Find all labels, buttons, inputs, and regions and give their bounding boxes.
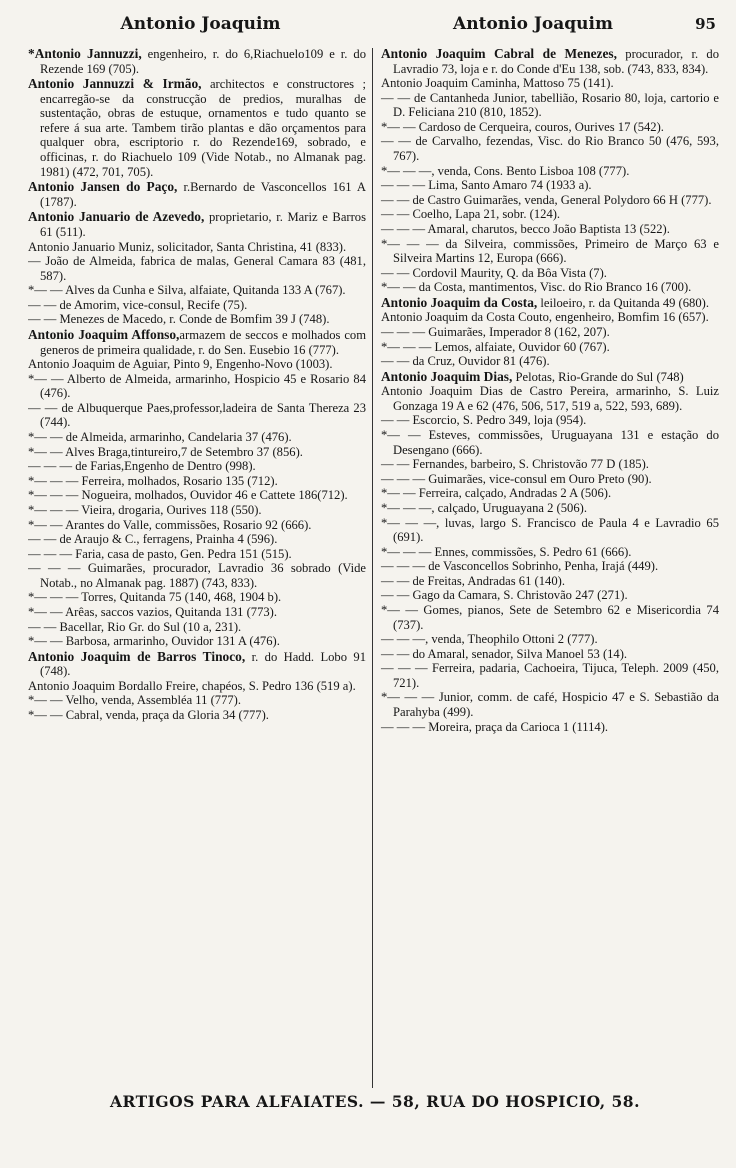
directory-entry (28, 209, 366, 239)
directory-entry (381, 559, 719, 574)
entry-text: Antonio Januario Muniz, solicitador, Santa Christina, 41 (833). (28, 239, 347, 254)
entry-text: — — — de Vasconcellos Sobrinho, Penha, Irajá (449). (381, 559, 659, 574)
directory-entry (381, 661, 719, 690)
entry-text: *— — Velho, venda, Assembléa 11 (777). (28, 693, 242, 708)
entry-text: — — — Lima, Santo Amaro 74 (1933 a). (381, 178, 592, 193)
entry-text: *— — — Vieira, drogaria, Ourives 118 (550). (28, 502, 262, 517)
directory-entry (28, 401, 366, 430)
directory-entry (381, 486, 719, 501)
directory-entry (381, 134, 719, 163)
directory-entry (381, 354, 719, 369)
entry-name: Antonio Joaquim Cabral de Menezes, (381, 46, 617, 61)
directory-entry (28, 327, 366, 357)
entry-text: — — de Carvalho, fezendas, Visc. do Rio Branco 50 (476, 593, 767). (381, 134, 719, 164)
entry-text: — — — Faria, casa de pasto, Gen. Pedra 151 (515). (28, 546, 292, 561)
entry-text: *— — — Ennes, commissões, S. Pedro 61 (666). (381, 544, 632, 559)
entry-name: Antonio Januario de Azevedo, (28, 209, 205, 225)
footer-advertisement: ARTIGOS PARA ALFAIATES. — 58, RUA DO HOSPICIO, 58. (110, 1092, 640, 1111)
right-column (373, 46, 719, 1092)
entry-text: — — — Ferreira, padaria, Cachoeira, Tijuca, Teleph. 2009 (450, 721). (381, 661, 719, 690)
entry-text: *— — Esteves, commissões, Uruguayana 131 e estação do Desengano (666). (381, 428, 719, 457)
directory-entry (381, 340, 719, 355)
entry-text: — — Bacellar, Rio Gr. do Sul (10 a, 231). (28, 619, 242, 634)
directory-entry (381, 266, 719, 281)
directory-entry (381, 588, 719, 603)
directory-entry (28, 283, 366, 298)
directory-entry (381, 369, 719, 385)
entry-text: *— — —, luvas, largo S. Francisco de Paula 4 e Lavradio 65 (691). (381, 515, 719, 545)
directory-entry (381, 280, 719, 295)
entry-text: Antonio Joaquim da Costa Couto, engenheiro, Bomfim 16 (657). (381, 310, 709, 325)
entry-text: Antonio Joaquim de Aguiar, Pinto 9, Engenho-Novo (1003). (28, 357, 333, 372)
directory-entry (28, 693, 366, 708)
directory-entry (28, 430, 366, 445)
directory-entry (381, 501, 719, 516)
directory-entry (381, 325, 719, 340)
entry-text: — — de Freitas, Andradas 61 (140). (381, 573, 565, 588)
entry-text: — — Fernandes, barbeiro, S. Christovão 77 D (185). (381, 457, 649, 472)
directory-entry (28, 532, 366, 547)
page-number: 95 (695, 15, 716, 33)
directory-entry (381, 91, 719, 120)
directory-entry (381, 603, 719, 632)
directory-entry (28, 372, 366, 401)
entry-text: leiloeiro, r. da Quitanda 49 (680). (537, 295, 709, 310)
directory-entry (381, 545, 719, 560)
entry-text: — João de Almeida, fabrica de malas, General Camara 83 (481, 587). (28, 254, 366, 283)
entry-name: Antonio Joaquim da Costa, (381, 294, 538, 310)
entry-text: r.Bernardo de Vasconcellos 161 A (1787). (40, 180, 366, 209)
entry-text: — — —, venda, Theophilo Ottoni 2 (777). (381, 632, 598, 647)
entry-text: — — — Moreira, praça da Carioca 1 (1114). (381, 719, 609, 734)
directory-entry (28, 76, 366, 179)
header-right-title: Antonio Joaquim (453, 14, 613, 34)
entry-name: Antonio Jansen do Paço, (28, 179, 178, 195)
entry-text: *— — — da Silveira, commissões, Primeiro de Março 63 e Silveira Martins 12, Europa (666). (381, 236, 719, 266)
entry-text: r. do Hadd. Lobo 91 (748). (40, 649, 367, 679)
directory-entry (28, 518, 366, 533)
directory-entry (28, 679, 366, 694)
left-column (28, 46, 372, 1092)
entry-text: *— — Alves Braga,tintureiro,7 de Setembro 37 (856). (28, 444, 303, 459)
entry-name: Antonio Jannuzzi & Irmão, (28, 76, 202, 92)
entry-text: — — de Albuquerque Paes,professor,ladeira de Santa Thereza 23 (744). (28, 400, 366, 430)
directory-entry (28, 46, 366, 76)
entry-name: Antonio Joaquim Affonso, (28, 326, 180, 342)
directory-entry (28, 708, 366, 723)
entry-text: — — Coelho, Lapa 21, sobr. (124). (381, 207, 561, 222)
columns (28, 46, 722, 1092)
entry-text: *— — — Nogueira, molhados, Ouvidor 46 e Cattete 186(712). (28, 488, 348, 503)
directory-entry (381, 164, 719, 179)
entry-text: *— — Alves da Cunha e Silva, alfaiate, Quitanda 133 A (767). (28, 283, 346, 298)
directory-entry (381, 237, 719, 266)
entry-text: — — Cordovil Maurity, Q. da Bôa Vista (7). (381, 265, 607, 280)
entry-text: — — do Amaral, senador, Silva Manoel 53 (14). (381, 646, 628, 661)
directory-entry (381, 720, 719, 735)
entry-text: *— — — Torres, Quitanda 75 (140, 468, 1904 b). (28, 590, 282, 605)
entry-text: engenheiro, r. do 6,Riachuelo109 e r. do Rezende 169 (705). (40, 47, 366, 76)
directory-entry (381, 457, 719, 472)
entry-name: *Antonio Jannuzzi, (28, 46, 142, 61)
entry-text: Antonio Joaquim Caminha, Mattoso 75 (141). (381, 76, 614, 91)
directory-entry (381, 632, 719, 647)
entry-text: armazem de seccos e molhados com generos de primeira qualidade, r. do Sen. Eusebio 16 (777). (40, 327, 367, 357)
directory-entry (381, 193, 719, 208)
directory-entry (381, 295, 719, 311)
entry-text: *— — Barbosa, armarinho, Ouvidor 131 A (476). (28, 634, 280, 649)
entry-text: *— — — Junior, comm. de café, Hospicio 47 e S. Sebastião da Parahyba (499). (381, 690, 719, 720)
directory-entry (381, 384, 719, 413)
directory-entry (381, 310, 719, 325)
directory-entry (28, 298, 366, 313)
directory-entry (381, 207, 719, 222)
entry-text: *— — —, venda, Cons. Bento Lisboa 108 (777). (381, 163, 630, 178)
entry-text: *— — Ferreira, calçado, Andradas 2 A (506). (381, 486, 612, 501)
entry-text: Antonio Joaquim Dias de Castro Pereira, armarinho, S. Luiz Gonzaga 19 A e 62 (476, 506, 517, 519 a, 522, 593, 689). (381, 384, 719, 413)
entry-text: procurador, r. do Lavradio 73, loja e r. do Conde d'Eu 138, sob. (743, 833, 834). (393, 47, 719, 76)
entry-text: — — — Amaral, charutos, becco João Baptista 13 (522). (381, 221, 670, 236)
entry-text: — — de Castro Guimarães, venda, General Polydoro 66 H (777). (381, 192, 712, 207)
page-header (28, 14, 722, 46)
directory-entry (28, 605, 366, 620)
entry-text: *— — Arêas, saccos vazios, Quitanda 131 (773). (28, 604, 278, 619)
directory-entry (381, 428, 719, 457)
directory-entry (28, 357, 366, 372)
directory-entry (381, 472, 719, 487)
entry-text: proprietario, r. Mariz e Barros 61 (511). (40, 210, 366, 239)
entry-text: architectos e constructores ; encarregão-se da construcção de predios, muralhas de sustentação, obras de estuque, ornamentos e tudo quanto se refere á sua arte. Tambem tirão plantas e dão orçamentos para qualquer obra, escriptorio r. do Rezende169, sobrado, e officinas, r. do Riachuelo 109 (Vide Notab., no Almanak pag. 1981) (472, 701, 705). (40, 77, 366, 179)
entry-text: — — da Cruz, Ouvidor 81 (476). (381, 354, 550, 369)
directory-entry (28, 179, 366, 209)
directory-entry (28, 503, 366, 518)
entry-text: — — Escorcio, S. Pedro 349, loja (954). (381, 413, 587, 428)
entry-name: Antonio Joaquim de Barros Tinoco, (28, 648, 246, 664)
entry-text: *— — de Almeida, armarinho, Candelaria 37 (476). (28, 430, 292, 445)
directory-entry (381, 120, 719, 135)
directory-entry (381, 574, 719, 589)
entry-text: — — — Guimarães, vice-consul em Ouro Preto (90). (381, 471, 652, 486)
directory-entry (28, 474, 366, 489)
directory-entry (28, 620, 366, 635)
directory-entry (28, 312, 366, 327)
entry-text: *— — da Costa, mantimentos, Visc. do Rio Branco 16 (700). (381, 280, 692, 295)
entry-text: *— — Arantes do Valle, commissões, Rosario 92 (666). (28, 517, 312, 532)
entry-text: *— — Alberto de Almeida, armarinho, Hospicio 45 e Rosario 84 (476). (28, 371, 366, 401)
entry-text: *— — — Ferreira, molhados, Rosario 135 (712). (28, 473, 278, 488)
directory-entry (28, 254, 366, 283)
entry-text: *— — — Lemos, alfaiate, Ouvidor 60 (767). (381, 339, 610, 354)
entry-text: Antonio Joaquim Bordallo Freire, chapéos, S. Pedro 136 (519 a). (28, 678, 356, 693)
entry-text: — — — Guimarães, procurador, Lavradio 36 sobrado (Vide Notab., no Almanak pag. 1887) (743, 833). (28, 561, 366, 590)
directory-entry (28, 459, 366, 474)
entry-text: Pelotas, Rio-Grande do Sul (748) (512, 369, 684, 384)
directory-entry (381, 222, 719, 237)
entry-text: — — de Cantanheda Junior, tabellião, Rosario 80, loja, cartorio e D. Feliciana 210 (810, 1852). (381, 90, 719, 120)
directory-entry (28, 649, 366, 679)
directory-entry (28, 590, 366, 605)
directory-entry (28, 547, 366, 562)
entry-text: — — — de Farias,Engenho de Dentro (998). (28, 459, 256, 474)
entry-text: *— — —, calçado, Uruguayana 2 (506). (381, 500, 587, 515)
directory-entry (381, 46, 719, 76)
entry-text: — — de Amorim, vice-consul, Recife (75). (28, 297, 248, 312)
entry-text: *— — Cabral, venda, praça da Gloria 34 (777). (28, 708, 269, 723)
entry-text: *— — Cardoso de Cerqueira, couros, Ourives 17 (542). (381, 119, 664, 134)
directory-entry (28, 240, 366, 255)
directory-entry (28, 561, 366, 590)
directory-entry (381, 413, 719, 428)
entry-text: — — Gago da Camara, S. Christovão 247 (271). (381, 588, 628, 603)
directory-entry (381, 690, 719, 719)
directory-entry (381, 76, 719, 91)
entry-name: Antonio Joaquim Dias, (381, 368, 513, 384)
entry-text: — — Menezes de Macedo, r. Conde de Bomfim 39 J (748). (28, 312, 330, 327)
entry-text: — — — Guimarães, Imperador 8 (162, 207). (381, 324, 610, 339)
directory-entry (28, 445, 366, 460)
entry-text: — — de Araujo & C., ferragens, Prainha 4 (596). (28, 532, 278, 547)
directory-entry (28, 634, 366, 649)
directory-entry (28, 488, 366, 503)
directory-entry (381, 178, 719, 193)
directory-entry (381, 516, 719, 545)
header-left-title: Antonio Joaquim (120, 14, 281, 34)
directory-entry (381, 647, 719, 662)
entry-text: *— — Gomes, pianos, Sete de Setembro 62 e Misericordia 74 (737). (381, 602, 719, 632)
